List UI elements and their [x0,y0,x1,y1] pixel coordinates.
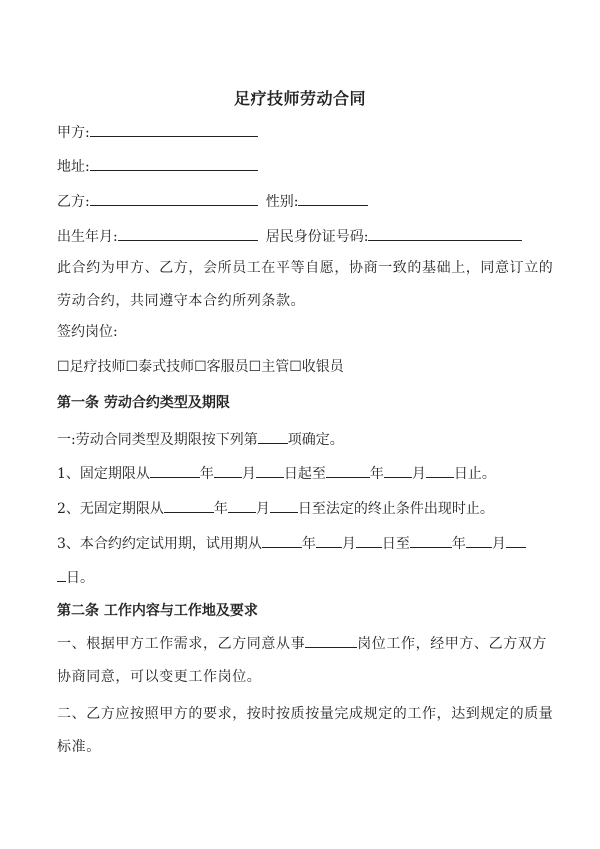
open-month-text: 月 [255,501,270,517]
fixed-term-text: 1、固定期限从 [57,466,150,482]
trial-month-blank [316,532,342,548]
fixed-from-text: 日起至 [283,466,326,482]
fixed-month-text: 月 [241,466,256,482]
party-a-line [57,121,258,143]
s2-p1-text-end: 岗位工作，经甲方、乙方双方协商同意，可以变更工作岗位。 [57,636,548,685]
open-term-line [57,497,494,519]
trial-year-text: 年 [301,536,316,552]
id-label: 居民身份证号码: [265,229,369,245]
trial-year2-blank [410,532,452,548]
fixed-end-text: 日止。 [453,466,496,482]
open-month-blank [228,497,256,513]
address-label: 地址: [57,159,90,175]
trial-month2-blank [466,532,492,548]
contract-type-blank [258,428,288,444]
fixed-day-blank [256,462,284,478]
birth-id-line [57,225,522,247]
contract-type-text-end: 项确定。 [287,432,344,448]
fixed-day2-blank [426,462,454,478]
fixed-year2-blank [326,462,370,478]
fixed-year2-text: 年 [369,466,384,482]
gender-blank [298,190,368,206]
trial-year2-text: 年 [451,536,466,552]
party-a-blank [90,121,258,137]
section-2-paragraph-1 [57,628,557,694]
trial-year-blank [262,532,302,548]
trial-day2-blank-cont [57,566,66,582]
section-2-heading: 第二条 工作内容与工作地及要求 [57,603,258,619]
trial-month2-text: 月 [491,536,506,552]
fixed-year-blank [150,462,200,478]
fixed-month2-blank [384,462,412,478]
open-term-text: 2、无固定期限从 [57,501,164,517]
address-blank [90,155,258,171]
trial-end-text: 日。 [66,570,94,586]
party-b-blank [90,190,258,206]
open-end-text: 日至法定的终止条件出现时止。 [297,501,494,517]
open-year-blank [164,497,214,513]
post-label: 签约岗位: [57,324,118,340]
fixed-term-line [57,462,496,484]
open-year-text: 年 [213,501,228,517]
address-line [57,155,258,177]
s2-p1-text: 一、根据甲方工作需求，乙方同意从事 [57,636,306,652]
trial-to-text: 日至 [381,536,410,552]
trial-period-line-end [57,566,94,588]
fixed-month-blank [214,462,242,478]
section-1-heading: 第一条 劳动合约类型及期限 [57,395,230,411]
id-blank [368,225,522,241]
fixed-month2-text: 月 [411,466,426,482]
contract-type-text: 一:劳动合同类型及期限按下列第 [57,432,258,448]
trial-day2-blank [506,532,526,548]
trial-day-blank [356,532,382,548]
contract-type-line [57,428,344,450]
job-post-blank [305,632,357,648]
post-options: ☐足疗技师☐泰式技师☐客服员☐主管☐收银员 [57,359,344,375]
document-title: 足疗技师劳动合同 [233,89,366,108]
trial-period-line [57,532,526,554]
gender-label: 性别: [265,194,299,210]
trial-month-text: 月 [341,536,356,552]
party-a-label: 甲方: [57,125,90,141]
intro-paragraph: 此合约为甲方、乙方，会所员工在平等自愿，协商一致的基础上，同意订立的劳动合约，共同遵守本合约所列条款。 [57,260,554,309]
trial-text: 3、本合约约定试用期，试用期从 [57,536,262,552]
birth-blank [118,225,258,241]
section-2-paragraph-2: 二、乙方应按照甲方的要求，按时按质按量完成规定的工作，达到规定的质量标准。 [57,706,554,755]
open-day-blank [270,497,298,513]
birth-label: 出生年月: [57,229,118,245]
fixed-year-text: 年 [199,466,214,482]
party-b-line [57,190,368,212]
party-b-label: 乙方: [57,194,90,210]
